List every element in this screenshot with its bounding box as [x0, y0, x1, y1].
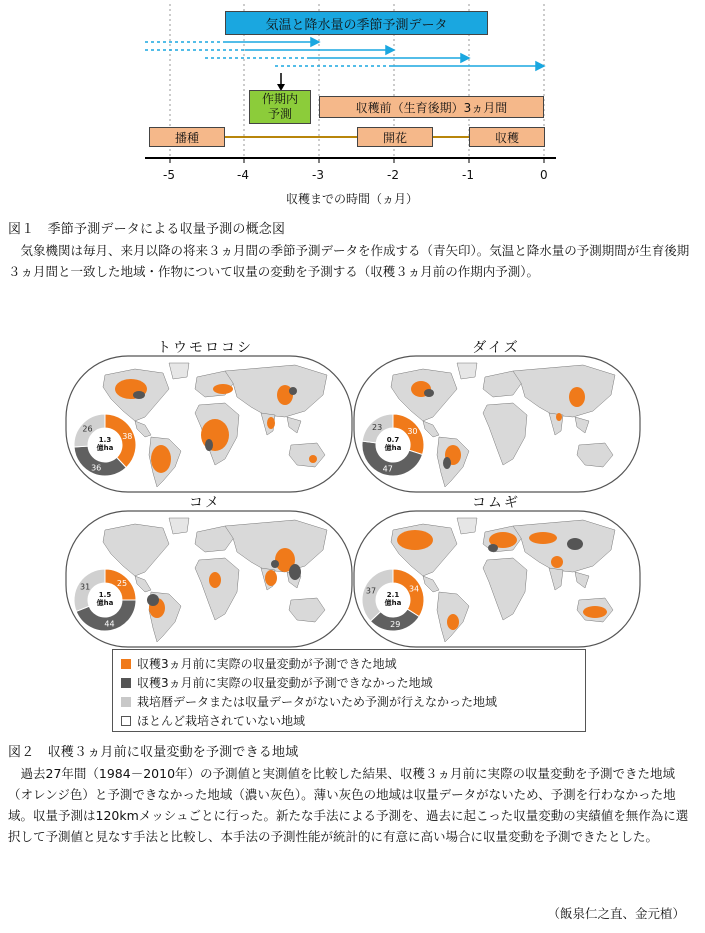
seasonal-forecast-bar: 気温と降水量の季節予測データ: [225, 11, 488, 35]
legend-swatch-orange: [121, 659, 131, 669]
donut-label-maize-dark: 36: [91, 463, 102, 473]
legend-text: 栽培暦データまたは収量データがないため予測が行えなかった地域: [137, 695, 498, 709]
map-legend: [112, 649, 586, 732]
sowing-bar: 播種: [149, 127, 225, 147]
donut-label-wheat-dark: 29: [390, 619, 401, 629]
area-value: 1.5: [98, 591, 112, 599]
area-value: 0.7: [386, 436, 400, 444]
legend-swatch-white: [121, 716, 131, 726]
legend-item: [121, 693, 497, 710]
donut-label-maize-orange: 38: [122, 432, 133, 442]
donut-label-rice-dark: 44: [104, 619, 115, 629]
tick-label: -4: [237, 168, 249, 182]
area-unit: 億ha: [384, 444, 402, 452]
legend-swatch-light: [121, 697, 131, 707]
tick-label: -3: [312, 168, 324, 182]
legend-item: [121, 712, 305, 729]
map-title-rice: コメ: [189, 495, 221, 511]
area-value: 2.1: [386, 591, 400, 599]
area-unit: 億ha: [96, 444, 114, 452]
map-title-soybean: ダイズ: [472, 340, 520, 356]
area-unit: 億ha: [96, 599, 114, 607]
figure-1-description: 気象機関は毎月、来月以降の将来３ヵ月間の季節予測データを作成する（青矢印）。気温と降水量の予測期間が生育後期３ヵ月間と一致した地域・作物について収量の変動を予測する（収穫３ヵ月前の作期内予測）。: [8, 243, 690, 279]
harvest-bar: 収穫: [469, 127, 545, 147]
tick-label: -1: [462, 168, 474, 182]
donut-label-maize-light: 26: [82, 424, 93, 434]
map-title-maize: トウモロコシ: [157, 340, 253, 356]
tick-label: -5: [163, 168, 175, 182]
figure-1-caption: 図１ 季節予測データによる収量予測の概念図: [8, 222, 286, 237]
legend-text: 収穫3ヵ月前に実際の収量変動が予測できなかった地域: [137, 676, 433, 690]
donut-label-wheat-light: 37: [365, 586, 377, 596]
tick-label: 0: [540, 168, 548, 182]
donut-label-soybean-light: 23: [372, 422, 383, 432]
figure-2-description: 過去27年間（1984－2010年）の予測値と実測値を比較した結果、収穫３ヵ月前に実際の収量変動を予測できた地域（オレンジ色）と予測できなかった地域（濃い灰色）。薄い灰色の地域は収量データがないため、予測を行わなかった地域。収量予測は120kmメッシュごとに行った。新たな手法による予測を、過去に起こった収量変動の実績値を無作為に選択して予測値と見なす手法と比較し、本手法の予測性能が統計的に有意に高い場合に収量変動を予測できたとした。: [8, 766, 689, 844]
donut-center-rice: [87, 591, 123, 607]
flowering-bar: 開花: [357, 127, 433, 147]
figure-2-caption: 図２ 収穫３ヵ月前に収量変動を予測できる地域: [8, 745, 299, 760]
in-season-forecast-box: [249, 90, 311, 124]
tick-label: -2: [387, 168, 399, 182]
legend-text: 収穫3ヵ月前に実際の収量変動が予測できた地域: [137, 657, 397, 671]
area-unit: 億ha: [384, 599, 402, 607]
donut-label-rice-orange: 25: [116, 579, 128, 589]
in-season-forecast-label: 作期内予測: [261, 92, 298, 121]
donut-label-wheat-orange: 34: [408, 584, 420, 594]
legend-item: [121, 674, 433, 691]
donut-label-rice-light: 31: [80, 582, 91, 592]
area-value: 1.3: [98, 436, 112, 444]
authors: （飯泉仁之直、金元植）: [547, 906, 685, 921]
donut-label-soybean-dark: 47: [382, 464, 393, 474]
axis-title: 収穫までの時間（ヵ月）: [286, 192, 419, 206]
donut-center-soybean: [375, 436, 411, 452]
legend-text: ほとんど栽培されていない地域: [137, 714, 306, 728]
map-title-wheat: コムギ: [472, 495, 520, 511]
donut-label-soybean-orange: 30: [407, 426, 418, 436]
donut-center-maize: [87, 436, 123, 452]
legend-swatch-dark: [121, 678, 131, 688]
pre-harvest-period-bar: 収穫前（生育後期）3ヵ月間: [319, 96, 544, 118]
figure-1: [0, 0, 705, 215]
axis-tick-labels: [0, 168, 705, 184]
donut-center-wheat: [375, 591, 411, 607]
legend-item: [121, 655, 397, 672]
